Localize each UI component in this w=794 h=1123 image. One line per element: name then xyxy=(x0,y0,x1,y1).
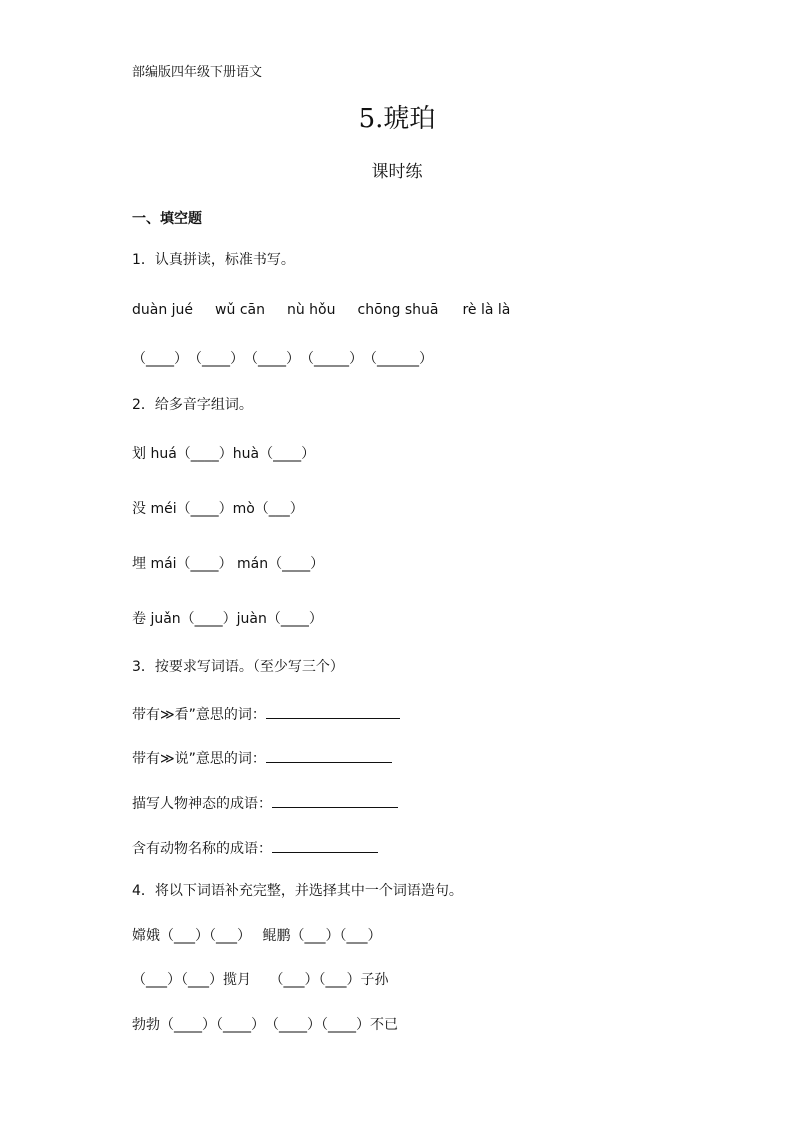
pinyin-item: chōng shuā xyxy=(357,302,439,318)
word-line xyxy=(132,750,392,766)
polyphone-line: 没 méi（____）mò（___） xyxy=(132,501,304,517)
section-heading-fill-blank: 一、填空题 xyxy=(132,211,202,227)
page-subtitle: 课时练 xyxy=(371,162,423,182)
answer-line xyxy=(272,795,398,808)
word-line-label: 带有≫说”意思的词： xyxy=(132,751,266,767)
word-line-label: 带有≫看”意思的词： xyxy=(132,707,266,723)
polyphone-line: 划 huá（____）huà（____） xyxy=(132,446,316,462)
question-1-prompt: 1．认真拼读，标准书写。 xyxy=(132,252,295,268)
pinyin-item: duàn jué xyxy=(132,302,194,318)
polyphone-line: 卷 juǎn（____）juàn（____） xyxy=(132,611,323,627)
pinyin-item: rè là là xyxy=(462,302,511,318)
page-title: 5.琥珀 xyxy=(358,104,436,134)
question-1-answer-blanks: （____） （____） （____） （_____） （______） xyxy=(132,351,433,367)
question-2-prompt: 2．给多音字组词。 xyxy=(132,397,253,413)
answer-line xyxy=(266,750,392,763)
word-line-label: 含有动物名称的成语： xyxy=(132,841,272,857)
polyphone-line: 埋 mái（____） mán（____） xyxy=(132,556,325,572)
answer-line xyxy=(266,706,400,719)
question-4-prompt: 4．将以下词语补充完整，并选择其中一个词语造句。 xyxy=(132,883,463,899)
word-line xyxy=(132,795,398,811)
idiom-completion-line: （___）（___）揽月 （___）（___）子孙 xyxy=(132,972,389,988)
idiom-completion-line: 勃勃（____）（____） （____）（____）不已 xyxy=(132,1017,398,1033)
series-header: 部编版四年级下册语文 xyxy=(132,65,263,80)
idiom-completion-line: 嫦娥（___）（___） 鲲鹏（___）（___） xyxy=(132,928,382,944)
pinyin-item: wǔ cān xyxy=(215,302,265,318)
word-line-label: 描写人物神态的成语： xyxy=(132,796,272,812)
question-1-pinyin-row xyxy=(132,303,510,317)
pinyin-item: nù hǒu xyxy=(286,302,336,318)
question-3-prompt: 3．按要求写词语。（至少写三个） xyxy=(132,659,344,675)
word-line xyxy=(132,840,378,856)
word-line xyxy=(132,706,400,722)
answer-line xyxy=(272,840,378,853)
